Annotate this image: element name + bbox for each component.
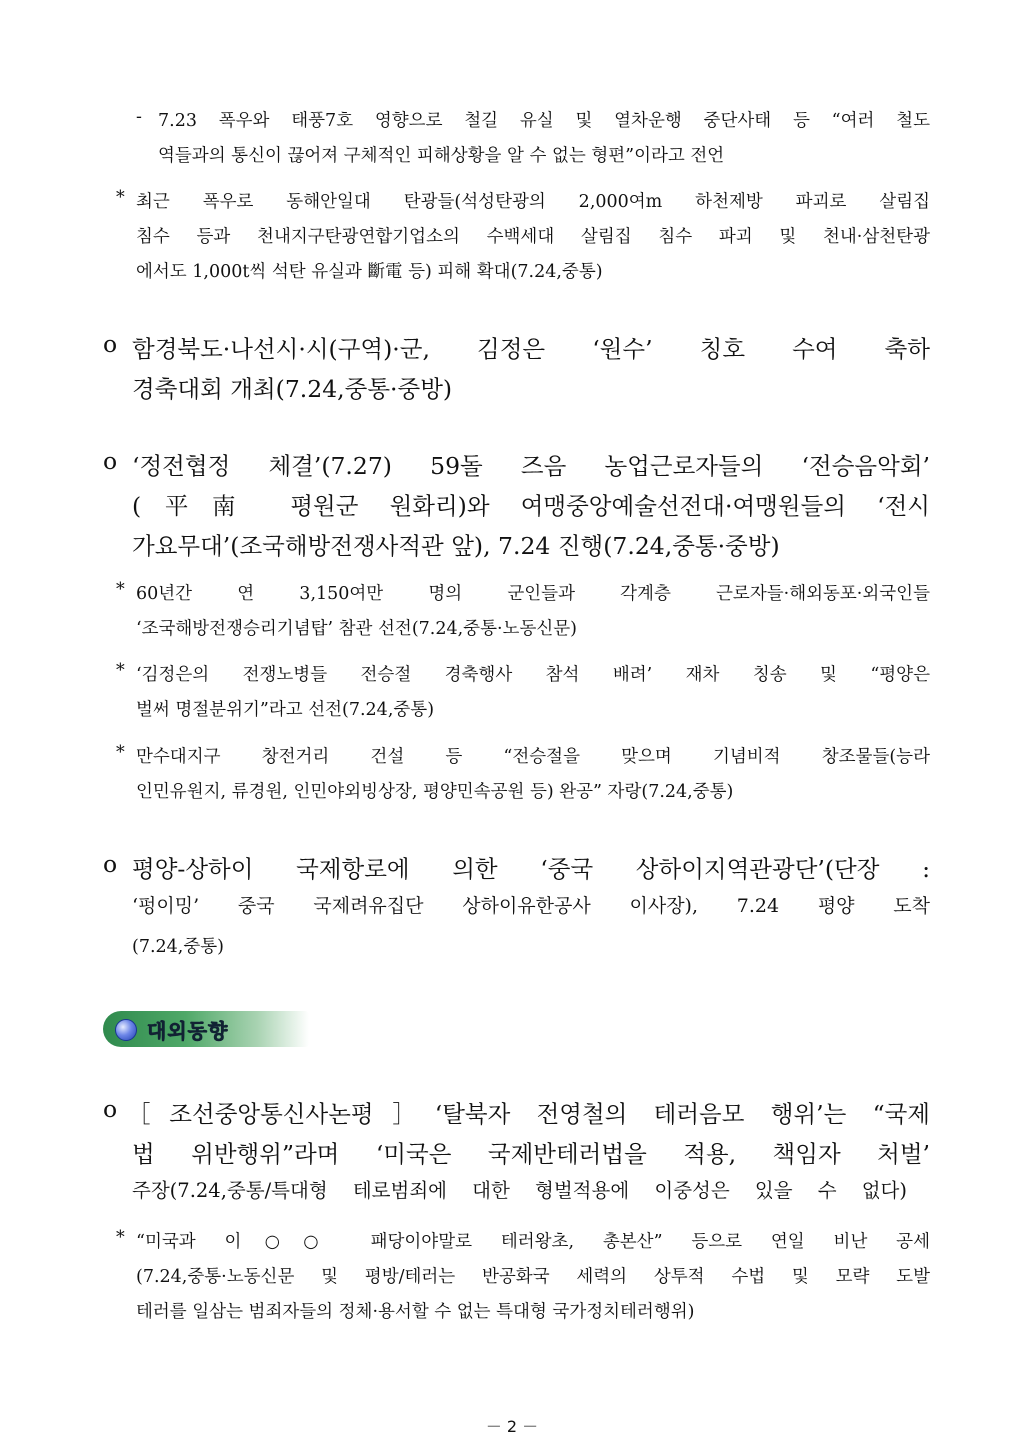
note-line: ‘김정은의 전쟁노병들 전승절 경축행사 참석 배려’ 재차 칭송 및 “평양은 (136, 665, 930, 685)
note-asterisk: * (116, 188, 125, 208)
item-line: 평양-상하이 국제항로에 의한 ‘중국 상하이지역관광단’(단장 : (132, 855, 930, 883)
dash-bullet: - (136, 107, 142, 127)
item-line: (平南 평원군 원화리)와 여맹중앙예술선전대·여맹원들의 ‘전시 (132, 492, 930, 520)
section-heading-badge (103, 1011, 309, 1047)
item-line: 경축대회 개최(7.24,중통·중방) (132, 375, 453, 403)
note-line: (7.24,중통·노동신문 및 평방/테러는 반공화국 세력의 상투적 수법 및 모략 도발 (136, 1267, 930, 1287)
note-line: 최근 폭우로 동해안일대 탄광들(석성탄광의 2,000여m 하천제방 파괴로 살림집 (136, 192, 930, 212)
section-heading-label: 대외동향 (147, 1019, 229, 1043)
item-line: (7.24,중통) (132, 937, 224, 957)
item-bullet: o (103, 447, 118, 475)
note-line: 만수대지구 창전거리 건설 등 “전승절을 맞으며 기념비적 창조물들(능라 (136, 747, 930, 767)
item-line: 가요무대’(조국해방전쟁사적관 앞), 7.24 진행(7.24,중통·중방) (132, 532, 780, 560)
item-line: 함경북도·나선시·시(구역)·군, 김정은 ‘원수’ 칭호 수여 축하 (132, 335, 930, 363)
blue-sphere-bullet-icon (115, 1019, 137, 1041)
item-line: ［조선중앙통신사논평］‘탈북자 전영철의 테러음모 행위’는 “국제 (127, 1100, 930, 1128)
note-line: “미국과 이○○ 패당이야말로 테러왕초, 총본산” 등으로 연일 비난 공세 (136, 1232, 930, 1252)
note-asterisk: * (116, 580, 125, 600)
note-line: 테러를 일삼는 범죄자들의 정체·용서할 수 없는 특대형 국가정치테러행위) (136, 1302, 695, 1322)
note-line: 에서도 1,000t씩 석탄 유실과 斷電 등) 피해 확대(7.24,중통) (136, 262, 603, 282)
note-line: ‘조국해방전쟁승리기념탑’ 참관 선전(7.24,중통·노동신문) (136, 619, 577, 639)
note-asterisk: * (116, 661, 125, 681)
note-asterisk: * (116, 1228, 125, 1248)
item-bullet: o (103, 1095, 118, 1123)
page-number: － 2 － (485, 1417, 539, 1436)
dash-item-line: 역들과의 통신이 끊어져 구체적인 피해상황을 알 수 없는 형편”이라고 전언 (158, 146, 725, 166)
item-line: ‘정전협정 체결’(7.27) 59돌 즈음 농업근로자들의 ‘전승음악회’ (132, 452, 930, 480)
note-line: 60년간 연 3,150여만 명의 군인들과 각계층 근로자들·해외동포·외국인들 (136, 584, 930, 604)
note-line: 벌써 명절분위기”라고 선전(7.24,중통) (136, 700, 435, 720)
note-line: 침수 등과 천내지구탄광연합기업소의 수백세대 살림집 침수 파괴 및 천내·삼천탄광 (136, 227, 930, 247)
item-line: ‘펑이밍’ 중국 국제려유집단 상하이유한공사 이사장), 7.24 평양 도착 (132, 895, 930, 917)
item-bullet: o (103, 850, 118, 878)
item-line: 주장(7.24,중통/특대형 테로범죄에 대한 형벌적용에 이중성은 있을 수 없다) (132, 1179, 907, 1202)
note-asterisk: * (116, 743, 125, 763)
note-line: 인민유원지, 류경원, 인민야외빙상장, 평양민속공원 등) 완공” 자랑(7.24,중통) (136, 782, 734, 802)
dash-item-line: 7.23 폭우와 태풍7호 영향으로 철길 유실 및 열차운행 중단사태 등 “여러 철도 (158, 111, 930, 131)
item-bullet: o (103, 330, 118, 358)
item-line: 법 위반행위”라며 ‘미국은 국제반테러법을 적용, 책임자 처벌’ (132, 1140, 930, 1168)
